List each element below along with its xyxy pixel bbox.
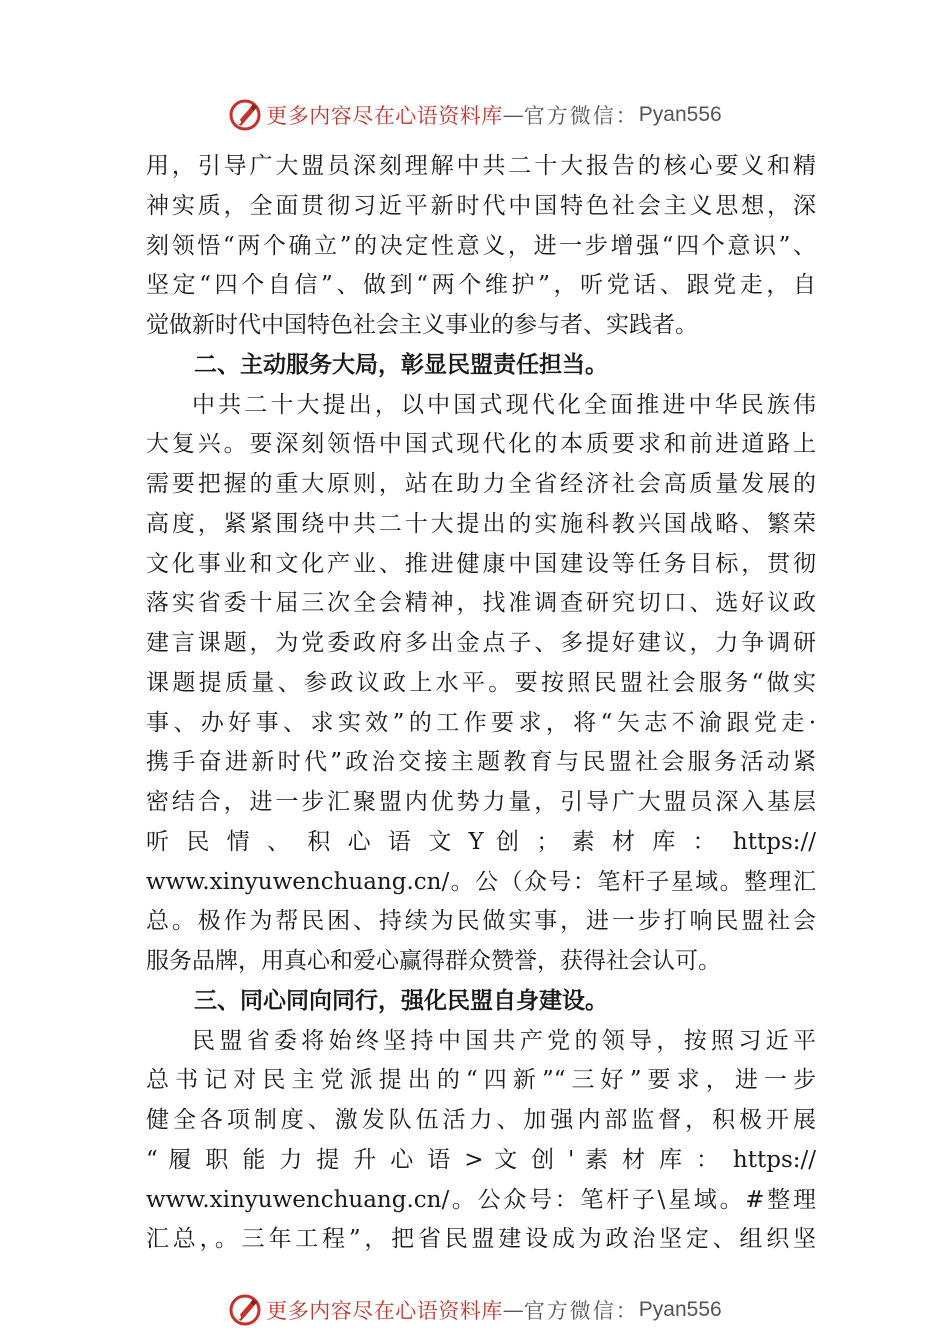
body-line: 密结合，进一步汇聚盟内优势力量，引导广大盟员深入基层 bbox=[146, 789, 816, 815]
body-line: 服务品牌，用真心和爱心赢得群众赞誉，获得社会认可。 bbox=[146, 948, 721, 974]
watermark-main-text: 更多内容尽在心语资料库 bbox=[266, 104, 503, 128]
body-line: 文化事业和文化产业、推进健康中国建设等任务目标，贯彻 bbox=[146, 550, 816, 577]
body-line: 事、办好事、求实效”的工作要求，将“矢志不渝跟党走· bbox=[146, 709, 816, 736]
body-line: 落实省委十届三次全会精神，找准调查研究切口、选好议政 bbox=[146, 590, 816, 617]
watermark-separator: — bbox=[502, 103, 524, 127]
footer-watermark bbox=[0, 1288, 950, 1332]
body-line: 中共二十大提出，以中国式现代化全面推进中华民族伟 bbox=[192, 391, 816, 418]
body-line: 大复兴。要深刻领悟中国式现代化的本质要求和前进道路上 bbox=[146, 431, 816, 458]
watermark-main-text: 更多内容尽在心语资料库 bbox=[266, 1299, 503, 1323]
body-line: www.xinyuwenchuang.cn/。公众号：笔杆子\星域。#整理 bbox=[146, 1186, 816, 1213]
watermark-label: 官方微信： bbox=[523, 1299, 639, 1323]
section-heading-3: 三、同心同向同行，强化民盟自身建设。 bbox=[194, 987, 608, 1014]
section-heading-2: 二、主动服务大局，彰显民盟责任担当。 bbox=[194, 351, 608, 378]
document-body bbox=[146, 147, 816, 1260]
body-line: 坚定“四个自信”、做到“两个维护”，听党话、跟党走，自 bbox=[146, 272, 816, 299]
body-line: 建言课题，为党委政府多出金点子、多提好建议，力争调研 bbox=[146, 630, 816, 656]
body-line: 觉做新时代中国特色社会主义事业的参与者、实践者。 bbox=[146, 312, 698, 338]
body-line: 神实质，全面贯彻习近平新时代中国特色社会主义思想，深 bbox=[146, 192, 816, 219]
body-line: www.xinyuwenchuang.cn/。公（众号：笔杆子星域。整理汇 bbox=[146, 868, 816, 895]
body-line: 总书记对民主党派提出的“四新”“三好”要求，进一步 bbox=[146, 1067, 816, 1094]
pen-logo-icon bbox=[228, 98, 262, 132]
watermark-wechat-id: Pyan556 bbox=[638, 1298, 722, 1321]
body-line: 携手奋进新时代”政治交接主题教育与民盟社会服务活动紧 bbox=[146, 749, 816, 776]
body-line: 民盟省委将始终坚持中国共产党的领导，按照习近平 bbox=[192, 1027, 816, 1054]
body-line: 汇总，。三年工程”，把省民盟建设成为政治坚定、组织坚 bbox=[146, 1226, 816, 1253]
body-line: 健全各项制度、激发队伍活力、加强内部监督，积极开展 bbox=[146, 1107, 816, 1133]
watermark-separator: — bbox=[502, 1298, 524, 1322]
body-line: 总。极作为帮民困、持续为民做实事，进一步打响民盟社会 bbox=[146, 908, 816, 935]
pen-logo-icon bbox=[228, 1293, 262, 1327]
body-line: 高度，紧紧围绕中共二十大提出的实施科教兴国战略、繁荣 bbox=[146, 510, 816, 537]
body-line: 需要把握的重大原则，站在助力全省经济社会高质量发展的 bbox=[146, 471, 816, 497]
watermark-label: 官方微信： bbox=[523, 104, 639, 128]
body-line: 用，引导广大盟员深刻理解中共二十大报告的核心要义和精 bbox=[146, 153, 816, 179]
body-line: 课题提质量、参政议政上水平。要按照民盟社会服务“做实 bbox=[146, 669, 816, 696]
watermark-wechat-id: Pyan556 bbox=[638, 103, 722, 126]
header-watermark bbox=[0, 93, 950, 137]
body-line: 刻领悟“两个确立”的决定性意义，进一步增强“四个意识”、 bbox=[146, 232, 816, 259]
body-line: “ 履 职 能 力 提 升 心 语 > 文 创 ' 素 材 库 ： https:// bbox=[146, 1146, 816, 1173]
body-line: 听 民 情 、 积 心 语 文 Y 创 ； 素 材 库 ： https:// bbox=[146, 828, 816, 855]
